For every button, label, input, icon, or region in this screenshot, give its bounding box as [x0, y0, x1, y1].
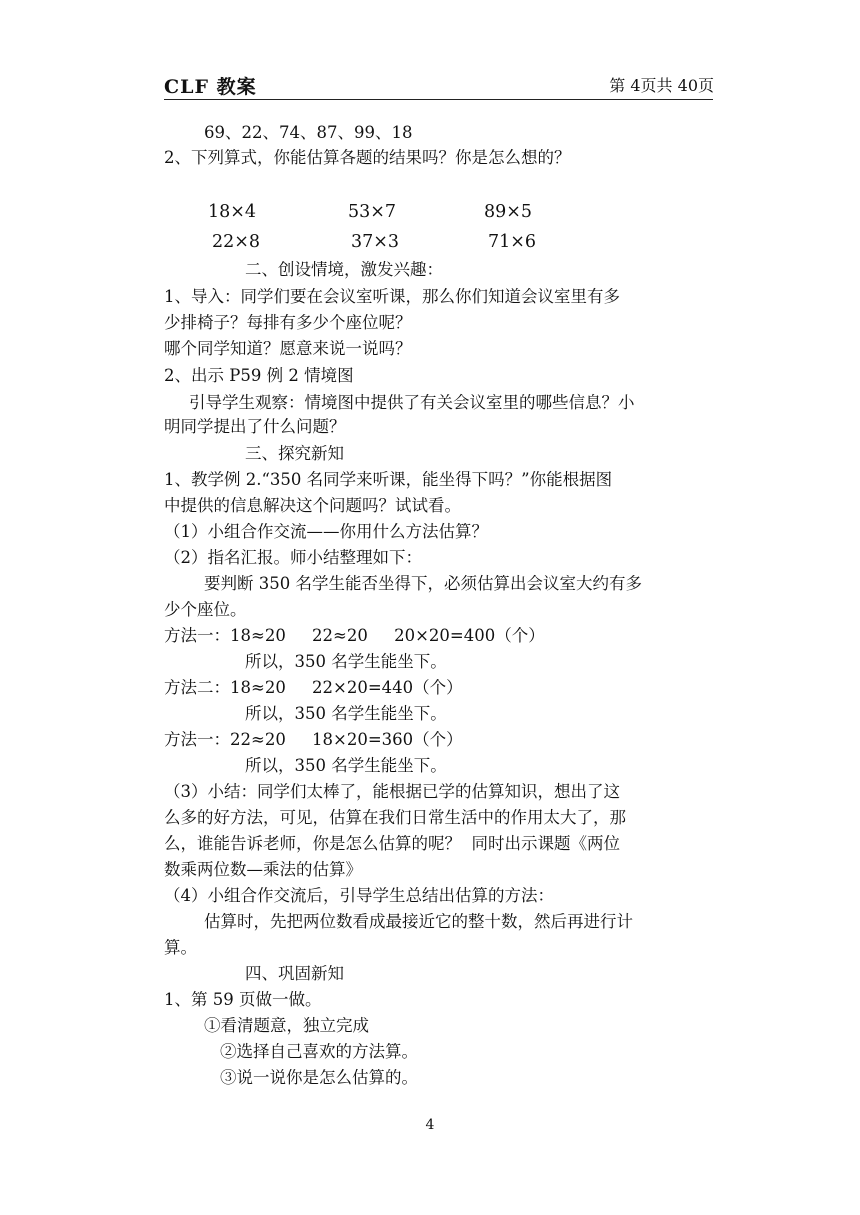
header-title: CLF 教案 [164, 76, 257, 98]
paragraph-line: （2）指名汇报。师小结整理如下： [164, 548, 422, 567]
expression-89x5: 89×5 [484, 202, 533, 222]
paragraph-line: （1）小组合作交流——你用什么方法估算？ [164, 522, 488, 541]
page-number: 4 [425, 1117, 435, 1133]
paragraph-line: 1、导入：同学们要在会议室听课，那么你们知道会议室里有多 [164, 287, 620, 306]
method-line: 方法一：18≈20 22≈20 20×20=400（个） [164, 626, 545, 645]
paragraph-line: 少排椅子？每排有多少个座位呢？ [164, 313, 412, 332]
method-conclusion: 所以，350 名学生能坐下。 [245, 704, 447, 723]
exercise-2-heading: 2、下列算式，你能估算各题的结果吗？你是怎么想的？ [164, 148, 571, 167]
expression-53x7: 53×7 [348, 202, 397, 222]
paragraph-line: 哪个同学知道？愿意来说一说吗？ [164, 339, 412, 358]
paragraph-line: 1、第 59 页做一做。 [164, 990, 322, 1009]
paragraph-line: 少个座位。 [164, 600, 247, 619]
paragraph-line: （4）小组合作交流后，引导学生总结出估算的方法： [164, 886, 554, 905]
number-list-line: 69、22、74、87、99、18 [204, 123, 413, 142]
paragraph-line: 么，谁能告诉老师，你是怎么估算的呢？ 同时出示课题《两位 [164, 834, 620, 853]
method-conclusion: 所以，350 名学生能坐下。 [245, 756, 447, 775]
expression-71x6: 71×6 [488, 232, 537, 252]
paragraph-line: 算。 [164, 938, 197, 957]
step-item: ②选择自己喜欢的方法算。 [220, 1042, 418, 1061]
step-item: ③说一说你是怎么估算的。 [220, 1068, 418, 1087]
header-rule [164, 99, 713, 100]
paragraph-line: 估算时，先把两位数看成最接近它的整十数，然后再进行计 [204, 912, 633, 931]
section-2-heading: 二、创设情境，激发兴趣： [245, 260, 443, 279]
expression-18x4: 18×4 [208, 202, 257, 222]
paragraph-line: 要判断 350 名学生能否坐得下，必须估算出会议室大约有多 [204, 574, 642, 593]
paragraph-line: 数乘两位数—乘法的估算》 [164, 860, 362, 879]
section-4-heading: 四、巩固新知 [245, 964, 344, 983]
step-item: ①看清题意，独立完成 [204, 1016, 369, 1035]
method-conclusion: 所以，350 名学生能坐下。 [245, 652, 447, 671]
method-line: 方法一：22≈20 18×20=360（个） [164, 730, 463, 749]
paragraph-line: 明同学提出了什么问题？ [164, 417, 346, 436]
paragraph-line: 引导学生观察：情境图中提供了有关会议室里的哪些信息？小 [189, 393, 635, 412]
method-line: 方法二：18≈20 22×20=440（个） [164, 678, 463, 697]
paragraph-line: （3）小结：同学们太棒了，能根据已学的估算知识，想出了这 [164, 782, 620, 801]
paragraph-line: 1、教学例 2.“350 名同学来听课，能坐得下吗？”你能根据图 [164, 470, 613, 489]
paragraph-line: 中提供的信息解决这个问题吗？试试看。 [164, 496, 461, 515]
paragraph-line: 2、出示 P59 例 2 情境图 [164, 366, 354, 385]
expression-37x3: 37×3 [351, 232, 400, 252]
section-3-heading: 三、探究新知 [245, 444, 344, 463]
header-page-info: 第 4页共 40页 [609, 76, 714, 95]
expression-22x8: 22×8 [212, 232, 261, 252]
paragraph-line: 么多的好方法，可见，估算在我们日常生活中的作用太大了，那 [164, 808, 626, 827]
